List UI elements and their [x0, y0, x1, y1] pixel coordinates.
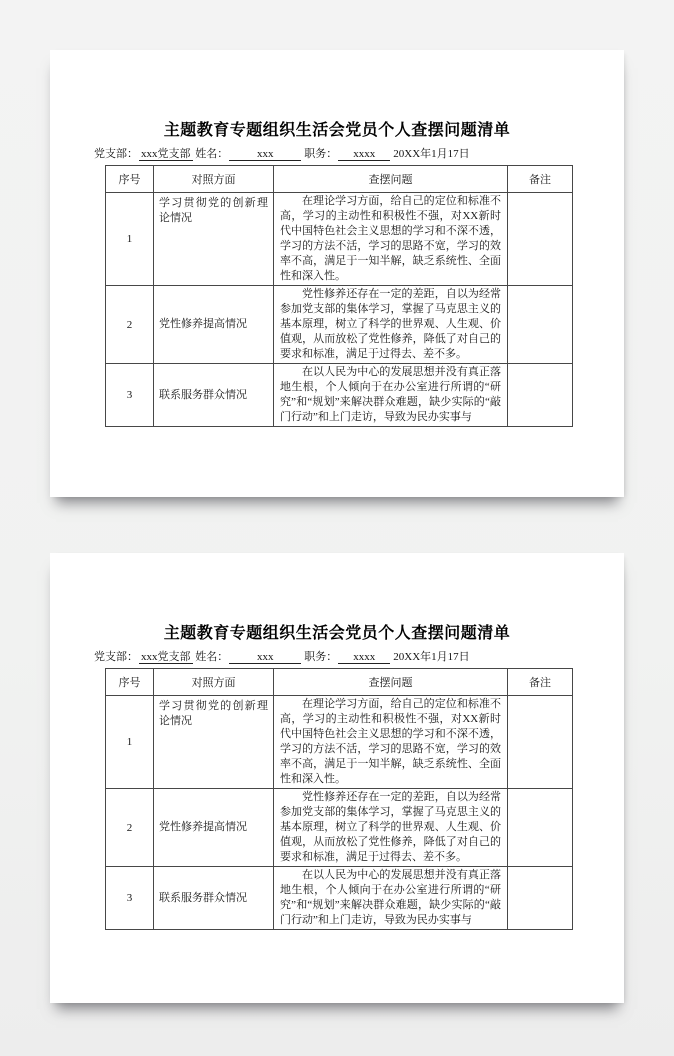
branch-label: 党支部： [94, 148, 138, 160]
table-row [106, 286, 573, 364]
table-row [106, 789, 573, 867]
row-note [508, 696, 573, 789]
col-header-aspect: 对照方面 [154, 669, 274, 696]
name-label: 姓名： [195, 651, 229, 663]
branch-value: xxx党支部 [141, 651, 191, 663]
col-header-serial: 序号 [106, 166, 154, 193]
row-problem: 党性修养还存在一定的差距，自以为经常参加党支部的集体学习，掌握了马克思主义的基本原理，树立了科学的世界观、人生观、价值观，从而放松了党性修养，降低了对自己的要求和标准，满足于过得去、差不多。 [274, 789, 508, 867]
row-serial: 1 [106, 696, 154, 789]
table-row [106, 867, 573, 930]
row-problem: 党性修养还存在一定的差距，自以为经常参加党支部的集体学习，掌握了马克思主义的基本原理，树立了科学的世界观、人生观、价值观，从而放松了党性修养，降低了对自己的要求和标准，满足于过得去、差不多。 [274, 286, 508, 364]
position-value: xxxx [338, 148, 390, 161]
problem-checklist-table [105, 668, 573, 930]
document-info-line [94, 145, 470, 161]
table-row [106, 193, 573, 286]
position-value: xxxx [338, 651, 390, 664]
branch-label: 党支部： [94, 651, 138, 663]
row-note [508, 789, 573, 867]
name-label: 姓名： [195, 148, 229, 160]
col-header-problem: 查摆问题 [274, 669, 508, 696]
row-note [508, 867, 573, 930]
row-aspect: 联系服务群众情况 [154, 867, 274, 930]
table-row [106, 696, 573, 789]
name-value: xxx [229, 651, 301, 664]
row-serial: 3 [106, 364, 154, 427]
position-label: 职务： [304, 148, 338, 160]
row-aspect: 学习贯彻党的创新理论情况 [154, 193, 274, 286]
document-title: 主题教育专题组织生活会党员个人查摆问题清单 [163, 122, 511, 139]
position-label: 职务： [304, 651, 338, 663]
table-header-row [106, 669, 573, 696]
row-problem: 在理论学习方面，给自己的定位和标准不高，学习的主动性和积极性不强，对XX新时代中国特色社会主义思想的学习和不深不透，学习的方法不活，学习的思路不宽，学习的效率不高，满足于一知半解，缺乏系统性、全面性和深入性。 [274, 696, 508, 789]
row-aspect: 学习贯彻党的创新理论情况 [154, 696, 274, 789]
document-date: 20XX年1月17日 [393, 148, 470, 160]
row-problem: 在以人民为中心的发展思想并没有真正落地生根，个人倾向于在办公室进行所谓的“研究”和“规划”来解决群众难题，缺少实际的“敲门行动”和上门走访，导致为民办实事与 [274, 364, 508, 427]
row-serial: 3 [106, 867, 154, 930]
document-page-1 [50, 50, 624, 497]
branch-value: xxx党支部 [141, 148, 191, 160]
table-header-row [106, 166, 573, 193]
row-aspect: 党性修养提高情况 [154, 286, 274, 364]
row-note [508, 286, 573, 364]
row-note [508, 193, 573, 286]
col-header-problem: 查摆问题 [274, 166, 508, 193]
row-problem: 在以人民为中心的发展思想并没有真正落地生根，个人倾向于在办公室进行所谓的“研究”和“规划”来解决群众难题，缺少实际的“敲门行动”和上门走访，导致为民办实事与 [274, 867, 508, 930]
row-note [508, 364, 573, 427]
col-header-serial: 序号 [106, 669, 154, 696]
document-title: 主题教育专题组织生活会党员个人查摆问题清单 [163, 625, 511, 642]
row-problem: 在理论学习方面，给自己的定位和标准不高，学习的主动性和积极性不强，对XX新时代中国特色社会主义思想的学习和不深不透，学习的方法不活，学习的思路不宽，学习的效率不高，满足于一知半解，缺乏系统性、全面性和深入性。 [274, 193, 508, 286]
row-aspect: 联系服务群众情况 [154, 364, 274, 427]
col-header-note: 备注 [508, 166, 573, 193]
row-serial: 2 [106, 789, 154, 867]
col-header-note: 备注 [508, 669, 573, 696]
row-aspect: 党性修养提高情况 [154, 789, 274, 867]
name-value: xxx [229, 148, 301, 161]
document-info-line [94, 648, 470, 664]
col-header-aspect: 对照方面 [154, 166, 274, 193]
table-row [106, 364, 573, 427]
row-serial: 1 [106, 193, 154, 286]
document-date: 20XX年1月17日 [393, 651, 470, 663]
problem-checklist-table [105, 165, 573, 427]
document-page-2 [50, 553, 624, 1003]
row-serial: 2 [106, 286, 154, 364]
